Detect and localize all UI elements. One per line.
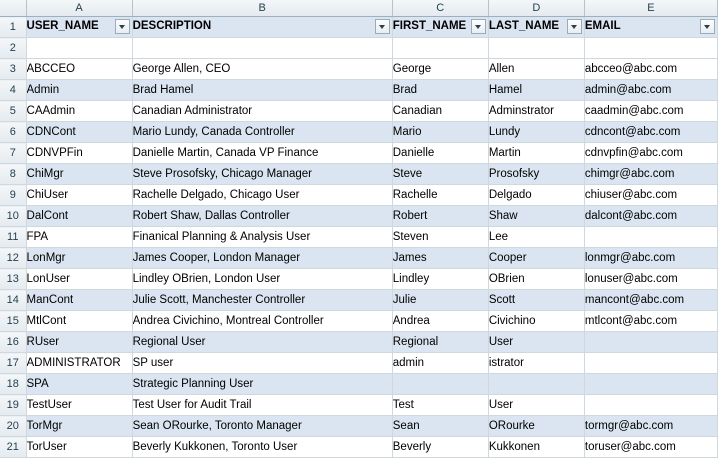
row-number[interactable]: 19 bbox=[0, 395, 26, 416]
table-row[interactable] bbox=[0, 395, 718, 416]
table-cell[interactable]: Steve Prosofsky, Chicago Manager bbox=[132, 164, 392, 185]
table-row[interactable] bbox=[0, 122, 718, 143]
row-number[interactable]: 9 bbox=[0, 185, 26, 206]
row-number[interactable]: 3 bbox=[0, 59, 26, 80]
row-number[interactable]: 12 bbox=[0, 248, 26, 269]
row-number[interactable]: 15 bbox=[0, 311, 26, 332]
table-cell[interactable]: User bbox=[488, 332, 584, 353]
table-cell[interactable]: toruser@abc.com bbox=[584, 437, 717, 458]
table-cell[interactable]: Andrea bbox=[392, 311, 488, 332]
table-cell[interactable]: Regional User bbox=[132, 332, 392, 353]
row-number[interactable]: 8 bbox=[0, 164, 26, 185]
filter-dropdown-icon[interactable] bbox=[471, 19, 486, 34]
row-number[interactable]: 13 bbox=[0, 269, 26, 290]
table-cell[interactable]: Cooper bbox=[488, 248, 584, 269]
table-cell[interactable]: Beverly bbox=[392, 437, 488, 458]
header-cell[interactable] bbox=[488, 17, 584, 38]
table-cell[interactable]: Mario bbox=[392, 122, 488, 143]
column-header-d[interactable]: D bbox=[488, 0, 584, 17]
table-cell[interactable]: CAAdmin bbox=[26, 101, 132, 122]
table-cell[interactable]: Rachelle Delgado, Chicago User bbox=[132, 185, 392, 206]
table-row[interactable] bbox=[0, 437, 718, 458]
table-cell[interactable]: cdncont@abc.com bbox=[584, 122, 717, 143]
table-cell[interactable]: Steven bbox=[392, 227, 488, 248]
table-cell[interactable]: Civichino bbox=[488, 311, 584, 332]
table-cell[interactable]: Danielle Martin, Canada VP Finance bbox=[132, 143, 392, 164]
table-cell[interactable]: Brad bbox=[392, 80, 488, 101]
table-cell[interactable]: cdnvpfin@abc.com bbox=[584, 143, 717, 164]
table-cell[interactable]: TorMgr bbox=[26, 416, 132, 437]
header-cell-label: FIRST_NAME bbox=[392, 19, 467, 32]
row-number[interactable]: 7 bbox=[0, 143, 26, 164]
filter-dropdown-icon[interactable] bbox=[700, 19, 715, 34]
header-cell[interactable] bbox=[26, 17, 132, 38]
chevron-down-icon bbox=[704, 25, 710, 29]
table-cell[interactable]: James Cooper, London Manager bbox=[132, 248, 392, 269]
header-cell-label: DESCRIPTION bbox=[132, 19, 212, 32]
row-number[interactable]: 5 bbox=[0, 101, 26, 122]
table-cell[interactable] bbox=[584, 353, 717, 374]
header-cell-label: USER_NAME bbox=[26, 19, 99, 32]
filter-dropdown-icon[interactable] bbox=[567, 19, 582, 34]
table-cell[interactable]: ManCont bbox=[26, 290, 132, 311]
filter-dropdown-icon[interactable] bbox=[115, 19, 130, 34]
row-number[interactable]: 14 bbox=[0, 290, 26, 311]
table-cell[interactable]: Strategic Planning User bbox=[132, 374, 392, 395]
table-row[interactable] bbox=[0, 416, 718, 437]
table-cell[interactable]: Kukkonen bbox=[488, 437, 584, 458]
table-cell[interactable]: Julie Scott, Manchester Controller bbox=[132, 290, 392, 311]
table-cell[interactable]: Andrea Civichino, Montreal Controller bbox=[132, 311, 392, 332]
table-cell[interactable]: Prosofsky bbox=[488, 164, 584, 185]
table-cell[interactable]: Adminstrator bbox=[488, 101, 584, 122]
table-cell[interactable]: TorUser bbox=[26, 437, 132, 458]
table-cell[interactable]: Canadian bbox=[392, 101, 488, 122]
table-cell[interactable] bbox=[488, 38, 584, 59]
table-row[interactable] bbox=[0, 185, 718, 206]
table-cell[interactable]: James bbox=[392, 248, 488, 269]
table-cell[interactable]: istrator bbox=[488, 353, 584, 374]
table-cell[interactable]: User bbox=[488, 395, 584, 416]
table-cell[interactable]: Delgado bbox=[488, 185, 584, 206]
header-cell[interactable] bbox=[392, 17, 488, 38]
row-number[interactable]: 6 bbox=[0, 122, 26, 143]
header-cell-label: EMAIL bbox=[584, 19, 621, 32]
table-cell[interactable]: ChiUser bbox=[26, 185, 132, 206]
table-cell[interactable]: FPA bbox=[26, 227, 132, 248]
table-cell[interactable]: George bbox=[392, 59, 488, 80]
table-cell[interactable]: ABCCEO bbox=[26, 59, 132, 80]
table-cell[interactable]: LonMgr bbox=[26, 248, 132, 269]
table-cell[interactable]: Test User for Audit Trail bbox=[132, 395, 392, 416]
table-cell[interactable]: SPA bbox=[26, 374, 132, 395]
table-cell[interactable]: admin@abc.com bbox=[584, 80, 717, 101]
table-cell[interactable]: Lindley OBrien, London User bbox=[132, 269, 392, 290]
table-cell[interactable]: Steve bbox=[392, 164, 488, 185]
row-number[interactable]: 10 bbox=[0, 206, 26, 227]
table-row[interactable] bbox=[0, 80, 718, 101]
table-cell[interactable]: Hamel bbox=[488, 80, 584, 101]
table-cell[interactable] bbox=[584, 38, 717, 59]
header-cell-label: LAST_NAME bbox=[488, 19, 560, 32]
table-cell[interactable]: Rachelle bbox=[392, 185, 488, 206]
table-cell[interactable]: Test bbox=[392, 395, 488, 416]
table-cell[interactable]: Canadian Administrator bbox=[132, 101, 392, 122]
row-number[interactable]: 20 bbox=[0, 416, 26, 437]
table-cell[interactable]: ADMINISTRATOR bbox=[26, 353, 132, 374]
table-row[interactable] bbox=[0, 290, 718, 311]
table-cell[interactable] bbox=[392, 38, 488, 59]
table-cell[interactable]: Mario Lundy, Canada Controller bbox=[132, 122, 392, 143]
table-cell[interactable]: ChiMgr bbox=[26, 164, 132, 185]
row-number[interactable]: 18 bbox=[0, 374, 26, 395]
chevron-down-icon bbox=[379, 25, 385, 29]
table-cell[interactable]: RUser bbox=[26, 332, 132, 353]
table-row[interactable] bbox=[0, 269, 718, 290]
table-cell[interactable] bbox=[488, 374, 584, 395]
table-cell[interactable]: Martin bbox=[488, 143, 584, 164]
table-cell[interactable]: DalCont bbox=[26, 206, 132, 227]
filter-dropdown-icon[interactable] bbox=[375, 19, 390, 34]
table-cell[interactable]: MtlCont bbox=[26, 311, 132, 332]
table-cell[interactable]: mtlcont@abc.com bbox=[584, 311, 717, 332]
table-cell[interactable]: Lindley bbox=[392, 269, 488, 290]
chevron-down-icon bbox=[475, 25, 481, 29]
table-cell[interactable]: dalcont@abc.com bbox=[584, 206, 717, 227]
column-header-row bbox=[0, 0, 718, 17]
table-row[interactable] bbox=[0, 374, 718, 395]
table-row bbox=[0, 38, 718, 59]
table-row[interactable] bbox=[0, 311, 718, 332]
table-cell[interactable] bbox=[584, 374, 717, 395]
chevron-down-icon bbox=[571, 25, 577, 29]
column-header-e[interactable]: E bbox=[584, 0, 717, 17]
table-cell[interactable] bbox=[26, 38, 132, 59]
table-cell[interactable]: lonuser@abc.com bbox=[584, 269, 717, 290]
row-number[interactable]: 1 bbox=[0, 17, 26, 38]
table-cell[interactable]: chimgr@abc.com bbox=[584, 164, 717, 185]
table-row[interactable] bbox=[0, 101, 718, 122]
header-cell[interactable] bbox=[584, 17, 717, 38]
table-cell[interactable]: tormgr@abc.com bbox=[584, 416, 717, 437]
table-cell[interactable]: Shaw bbox=[488, 206, 584, 227]
table-cell[interactable]: SP user bbox=[132, 353, 392, 374]
table-cell[interactable]: Lee bbox=[488, 227, 584, 248]
table-cell[interactable]: Brad Hamel bbox=[132, 80, 392, 101]
table-cell[interactable]: Robert Shaw, Dallas Controller bbox=[132, 206, 392, 227]
table-header-row bbox=[0, 17, 718, 38]
table-row[interactable] bbox=[0, 248, 718, 269]
row-number[interactable]: 2 bbox=[0, 38, 26, 59]
row-number[interactable]: 16 bbox=[0, 332, 26, 353]
column-header-c[interactable]: C bbox=[392, 0, 488, 17]
table-cell[interactable]: ORourke bbox=[488, 416, 584, 437]
table-cell[interactable]: Scott bbox=[488, 290, 584, 311]
table-cell[interactable]: mancont@abc.com bbox=[584, 290, 717, 311]
row-number[interactable]: 17 bbox=[0, 353, 26, 374]
table-cell[interactable] bbox=[132, 38, 392, 59]
column-header-a[interactable]: A bbox=[26, 0, 132, 17]
table-cell[interactable]: Finanical Planning & Analysis User bbox=[132, 227, 392, 248]
table-cell[interactable]: George Allen, CEO bbox=[132, 59, 392, 80]
table-cell[interactable]: caadmin@abc.com bbox=[584, 101, 717, 122]
table-cell[interactable]: admin bbox=[392, 353, 488, 374]
table-cell[interactable]: Lundy bbox=[488, 122, 584, 143]
table-cell[interactable]: Allen bbox=[488, 59, 584, 80]
table-row[interactable] bbox=[0, 332, 718, 353]
column-header-b[interactable]: B bbox=[132, 0, 392, 17]
row-number[interactable]: 11 bbox=[0, 227, 26, 248]
table-cell[interactable]: Regional bbox=[392, 332, 488, 353]
table-cell[interactable]: OBrien bbox=[488, 269, 584, 290]
header-cell[interactable] bbox=[132, 17, 392, 38]
table-row[interactable] bbox=[0, 206, 718, 227]
table-cell[interactable]: chiuser@abc.com bbox=[584, 185, 717, 206]
table-cell[interactable] bbox=[392, 374, 488, 395]
table-cell[interactable] bbox=[584, 332, 717, 353]
table-row[interactable] bbox=[0, 164, 718, 185]
select-all-corner[interactable] bbox=[0, 0, 26, 17]
table-cell[interactable]: Sean ORourke, Toronto Manager bbox=[132, 416, 392, 437]
table-cell[interactable]: Julie bbox=[392, 290, 488, 311]
table-cell[interactable] bbox=[584, 395, 717, 416]
table-cell[interactable]: CDNCont bbox=[26, 122, 132, 143]
table-cell[interactable]: CDNVPFin bbox=[26, 143, 132, 164]
table-cell[interactable]: Danielle bbox=[392, 143, 488, 164]
table-row[interactable] bbox=[0, 59, 718, 80]
table-row[interactable] bbox=[0, 143, 718, 164]
table-cell[interactable]: Admin bbox=[26, 80, 132, 101]
row-number[interactable]: 4 bbox=[0, 80, 26, 101]
table-cell[interactable]: Beverly Kukkonen, Toronto User bbox=[132, 437, 392, 458]
table-cell[interactable]: abcceo@abc.com bbox=[584, 59, 717, 80]
table-cell[interactable]: lonmgr@abc.com bbox=[584, 248, 717, 269]
table-cell[interactable]: Sean bbox=[392, 416, 488, 437]
table-row[interactable] bbox=[0, 227, 718, 248]
table-cell[interactable]: Robert bbox=[392, 206, 488, 227]
table-cell[interactable] bbox=[584, 227, 717, 248]
chevron-down-icon bbox=[119, 25, 125, 29]
table-cell[interactable]: LonUser bbox=[26, 269, 132, 290]
table-row[interactable] bbox=[0, 353, 718, 374]
row-number[interactable]: 21 bbox=[0, 437, 26, 458]
table-cell[interactable]: TestUser bbox=[26, 395, 132, 416]
